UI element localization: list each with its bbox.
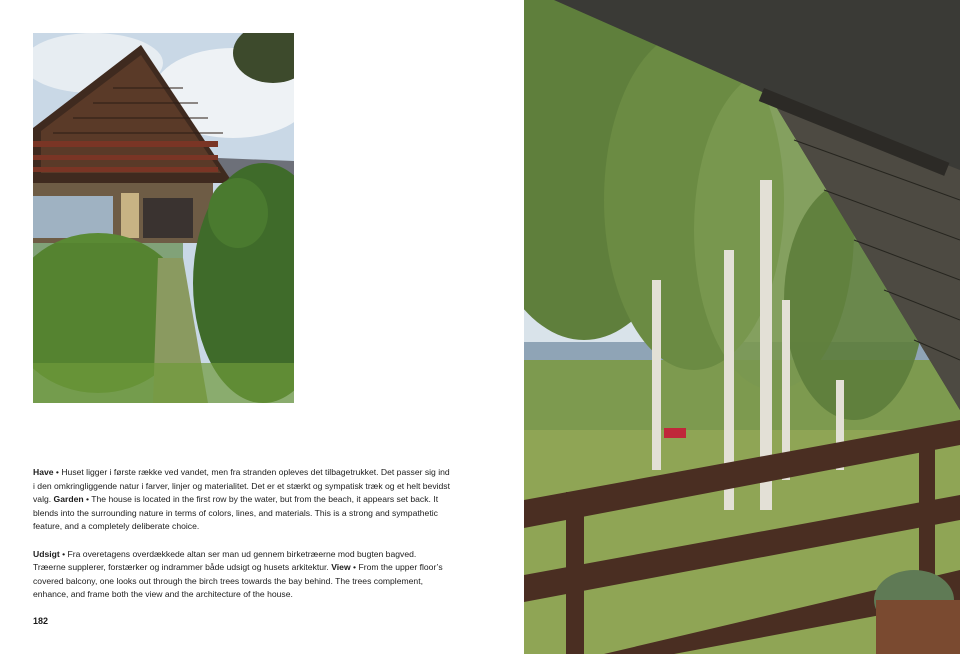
separator: •	[59, 548, 68, 559]
separator: •	[53, 467, 62, 477]
house-garden-photo	[33, 33, 294, 403]
caption	[33, 466, 451, 616]
separator: •	[350, 562, 359, 572]
balcony-view-photo	[524, 0, 960, 654]
label-udsigt: Udsigt	[33, 548, 60, 559]
text-danish: Huset ligger i første række ved vandet, men fra stranden opleves det tilbagetrukket. Det passer sig ind i den omkringliggende natur i farver, linjer og materialitet. Det er et stærkt og sympatisk træk og et helt bevidst valg.	[33, 467, 450, 504]
text-english: From the upper floor’s covered balcony, one looks out through the birch trees towards the bay behind. The trees complement, enhance, and frame both the view and the architecture of the house.	[33, 562, 443, 599]
page-number: 182	[33, 616, 49, 626]
label-garden: Garden	[53, 494, 84, 504]
separator: •	[83, 494, 92, 504]
text-danish: Fra overetagens overdækkede altan ser man ud gennem birketræerne mod bugten bagved. Træerne supplerer, forstærker og indrammer både udsigt og husets arkitektur.	[33, 548, 417, 572]
label-view: View	[331, 562, 351, 572]
label-have: Have	[33, 467, 54, 477]
caption-paragraph-garden	[33, 466, 451, 534]
caption-paragraph-view	[33, 548, 451, 602]
text-english: The house is located in the first row by the water, but from the beach, it appears set back. It blends into the surrounding nature in terms of colors, lines, and materials. This is a strong and sympathetic feature, and a completely deliberate choice.	[33, 494, 439, 531]
